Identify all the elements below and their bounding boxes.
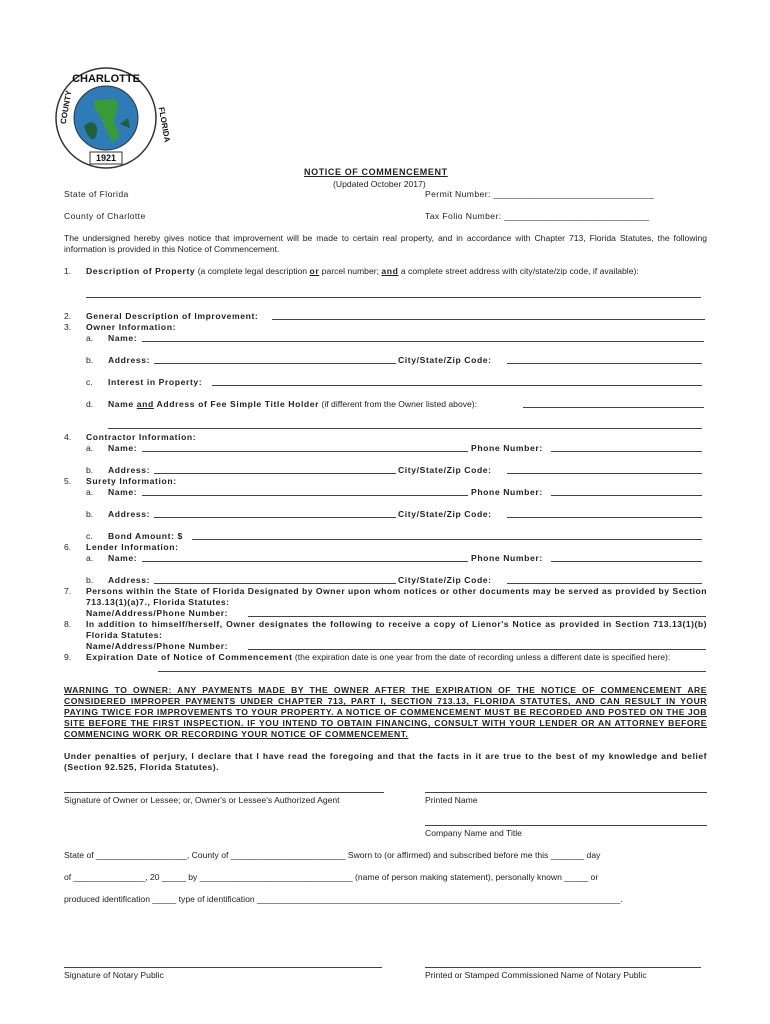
surety-phone-label: Phone Number: xyxy=(471,487,543,497)
item-number: 3. xyxy=(64,322,72,332)
sub-letter: b. xyxy=(86,465,94,475)
bond-amount-label: Bond Amount: $ xyxy=(108,531,183,541)
lender-city-line[interactable] xyxy=(507,583,702,584)
state-label: State of Florida xyxy=(64,189,129,199)
sub-letter: b. xyxy=(86,355,94,365)
fee-text-b: Address of Fee Simple Title Holder xyxy=(153,399,320,409)
desc-and: and xyxy=(381,266,399,276)
desc-label: Description of Property xyxy=(86,266,196,276)
permit-number-field[interactable]: Permit Number: _______________________________ xyxy=(425,189,655,199)
tax-folio-field[interactable]: Tax Folio Number: ____________________________ xyxy=(425,211,650,221)
owner-city-line[interactable] xyxy=(507,363,702,364)
jurat-line-2[interactable]: of _______________, 20 _____ by ________________________________ (name of person making statement), personally known _____ or xyxy=(64,872,599,882)
seal-year: 1921 xyxy=(95,153,117,163)
notary-name-label: Printed or Stamped Commissioned Name of Notary Public xyxy=(425,970,647,980)
desc-or: or xyxy=(309,266,320,276)
surety-name-line[interactable] xyxy=(142,495,468,496)
owner-name-label: Name: xyxy=(108,333,138,343)
item-number: 1. xyxy=(64,266,72,276)
sub-letter: a. xyxy=(86,553,94,563)
surety-city-line[interactable] xyxy=(507,517,702,518)
fee-and: and xyxy=(136,399,154,409)
contractor-address-line[interactable] xyxy=(154,473,396,474)
notary-name-line[interactable] xyxy=(425,967,701,968)
jurat-line-3[interactable]: produced identification _____ type of identification ____________________________________________________________________________. xyxy=(64,894,623,904)
seal-top-text: CHARLOTTE xyxy=(72,73,140,85)
item-number: 7. xyxy=(64,586,72,596)
sub-letter: a. xyxy=(86,333,94,343)
sub-letter: b. xyxy=(86,575,94,585)
surety-label: Surety Information: xyxy=(86,476,177,486)
perjury-statement: Under penalties of perjury, I declare that I have read the foregoing and that the facts in it are true to the best of my knowledge and belief (Section 92.525, Florida Statutes). xyxy=(64,751,707,772)
lender-address-label: Address: xyxy=(108,575,151,585)
item-number: 4. xyxy=(64,432,72,442)
persons-designated-text: Persons within the State of Florida Designated by Owner upon whom notices or other documents may be served as provided by Section 713.13(1)(a)7., Florida Statutes: xyxy=(86,586,707,607)
fee-text-c: (if different from the Owner listed above): xyxy=(319,399,478,409)
lender-label: Lender Information: xyxy=(86,542,179,552)
sub-letter: c. xyxy=(86,377,93,387)
sub-letter: a. xyxy=(86,443,94,453)
expiration-text xyxy=(86,652,707,663)
fee-simple-line-2[interactable] xyxy=(108,428,702,429)
owner-signature-line[interactable] xyxy=(64,792,384,793)
printed-name-line[interactable] xyxy=(425,792,707,793)
item-number: 9. xyxy=(64,652,72,662)
fee-text-a: Name xyxy=(108,399,137,409)
printed-name-label: Printed Name xyxy=(425,795,478,805)
charlotte-county-seal xyxy=(54,66,172,170)
lender-address-line[interactable] xyxy=(154,583,396,584)
contractor-phone-line[interactable] xyxy=(551,451,702,452)
warning-to-owner: WARNING TO OWNER: ANY PAYMENTS MADE BY THE OWNER AFTER THE EXPIRATION OF THE NOTICE OF COMMENCEMENT ARE CONSIDERED IMPROPER PAYMENTS UNDER CHAPTER 713, PART I, SECTION 713.13, FLORIDA STATUTES, AND CAN RESULT IN YOUR PAYING TWICE FOR IMPROVEMENTS TO YOUR PROPERTY. A NOTICE OF COMMENCEMENT MUST BE RECORDED AND POSTED ON THE JOB SITE BEFORE THE FIRST INSPECTION. IF YOU INTEND TO OBTAIN FINANCING, CONSULT WITH YOUR LENDER OR AN ATTORNEY BEFORE COMMENCING WORK OR RECORDING YOUR NOTICE OF COMMENCEMENT. xyxy=(64,685,707,739)
general-description-line[interactable] xyxy=(272,319,705,320)
seal-left-text: COUNTY xyxy=(58,89,74,125)
seal-right-text: FLORIDA xyxy=(156,106,172,144)
sub-letter: a. xyxy=(86,487,94,497)
contractor-city-line[interactable] xyxy=(507,473,702,474)
document-subtitle: (Updated October 2017) xyxy=(333,179,426,189)
company-title-line[interactable] xyxy=(425,825,707,826)
desc-text-b: parcel number; xyxy=(319,266,382,276)
lender-city-label: City/State/Zip Code: xyxy=(398,575,492,585)
item-number: 5. xyxy=(64,476,72,486)
expiration-label: Expiration Date of Notice of Commencement xyxy=(86,652,293,662)
jurat-line-1[interactable]: State of ___________________, County of ________________________ Sworn to (or affirmed) and subscribed before me this _______ day xyxy=(64,850,601,860)
surety-address-line[interactable] xyxy=(154,517,396,518)
desc-text: (a complete legal description xyxy=(195,266,310,276)
owner-city-label: City/State/Zip Code: xyxy=(398,355,492,365)
sub-letter: c. xyxy=(86,531,93,541)
fee-simple-label xyxy=(108,399,477,409)
company-title-label: Company Name and Title xyxy=(425,828,522,838)
contractor-name-line[interactable] xyxy=(142,451,468,452)
owner-address-line[interactable] xyxy=(154,363,396,364)
notary-signature-line[interactable] xyxy=(64,967,382,968)
interest-label: Interest in Property: xyxy=(108,377,203,387)
general-description-label: General Description of Improvement: xyxy=(86,311,259,321)
lienor-notice-text: In addition to himself/herself, Owner designates the following to receive a copy of Lienor's Notice as provided in Section 713.13(1)(b) Florida Statutes: xyxy=(86,619,707,640)
expiration-body: (the expiration date is one year from the date of recording unless a different date is specified here): xyxy=(292,652,671,662)
item-number: 8. xyxy=(64,619,72,629)
contractor-city-label: City/State/Zip Code: xyxy=(398,465,492,475)
contractor-address-label: Address: xyxy=(108,465,151,475)
sub-letter: b. xyxy=(86,509,94,519)
sub-letter: d. xyxy=(86,399,94,409)
lender-phone-label: Phone Number: xyxy=(471,553,543,563)
contractor-phone-label: Phone Number: xyxy=(471,443,543,453)
surety-city-label: City/State/Zip Code: xyxy=(398,509,492,519)
contractor-name-label: Name: xyxy=(108,443,138,453)
item-number: 6. xyxy=(64,542,72,552)
document-title: NOTICE OF COMMENCEMENT xyxy=(304,167,448,177)
description-of-property xyxy=(86,266,707,277)
persons-name-phone-line[interactable] xyxy=(248,616,706,617)
surety-phone-line[interactable] xyxy=(551,495,702,496)
owner-name-line[interactable] xyxy=(142,341,704,342)
expiration-line[interactable] xyxy=(158,671,706,672)
persons-name-phone-label: Name/Address/Phone Number: xyxy=(86,608,229,618)
county-label: County of Charlotte xyxy=(64,211,146,221)
owner-address-label: Address: xyxy=(108,355,151,365)
surety-name-label: Name: xyxy=(108,487,138,497)
surety-address-label: Address: xyxy=(108,509,151,519)
contractor-label: Contractor Information: xyxy=(86,432,197,442)
interest-line[interactable] xyxy=(212,385,702,386)
owner-information-label: Owner Information: xyxy=(86,322,177,332)
lienor-name-phone-line[interactable] xyxy=(248,649,706,650)
lienor-name-phone-label: Name/Address/Phone Number: xyxy=(86,641,229,651)
intro-paragraph: The undersigned hereby gives notice that improvement will be made to certain real property, and in accordance with Chapter 713, Florida Statutes, the following information is provided in this Notice of Commencement. xyxy=(64,233,707,254)
desc-text-c: a complete street address with city/state/zip code, if available): xyxy=(398,266,639,276)
fee-simple-line-1[interactable] xyxy=(523,407,704,408)
bond-amount-line[interactable] xyxy=(192,539,702,540)
lender-name-label: Name: xyxy=(108,553,138,563)
lender-name-line[interactable] xyxy=(142,561,468,562)
item-number: 2. xyxy=(64,311,72,321)
owner-signature-label: Signature of Owner or Lessee; or, Owner's or Lessee's Authorized Agent xyxy=(64,795,340,805)
property-description-line[interactable] xyxy=(86,297,701,298)
lender-phone-line[interactable] xyxy=(551,561,702,562)
notary-signature-label: Signature of Notary Public xyxy=(64,970,164,980)
